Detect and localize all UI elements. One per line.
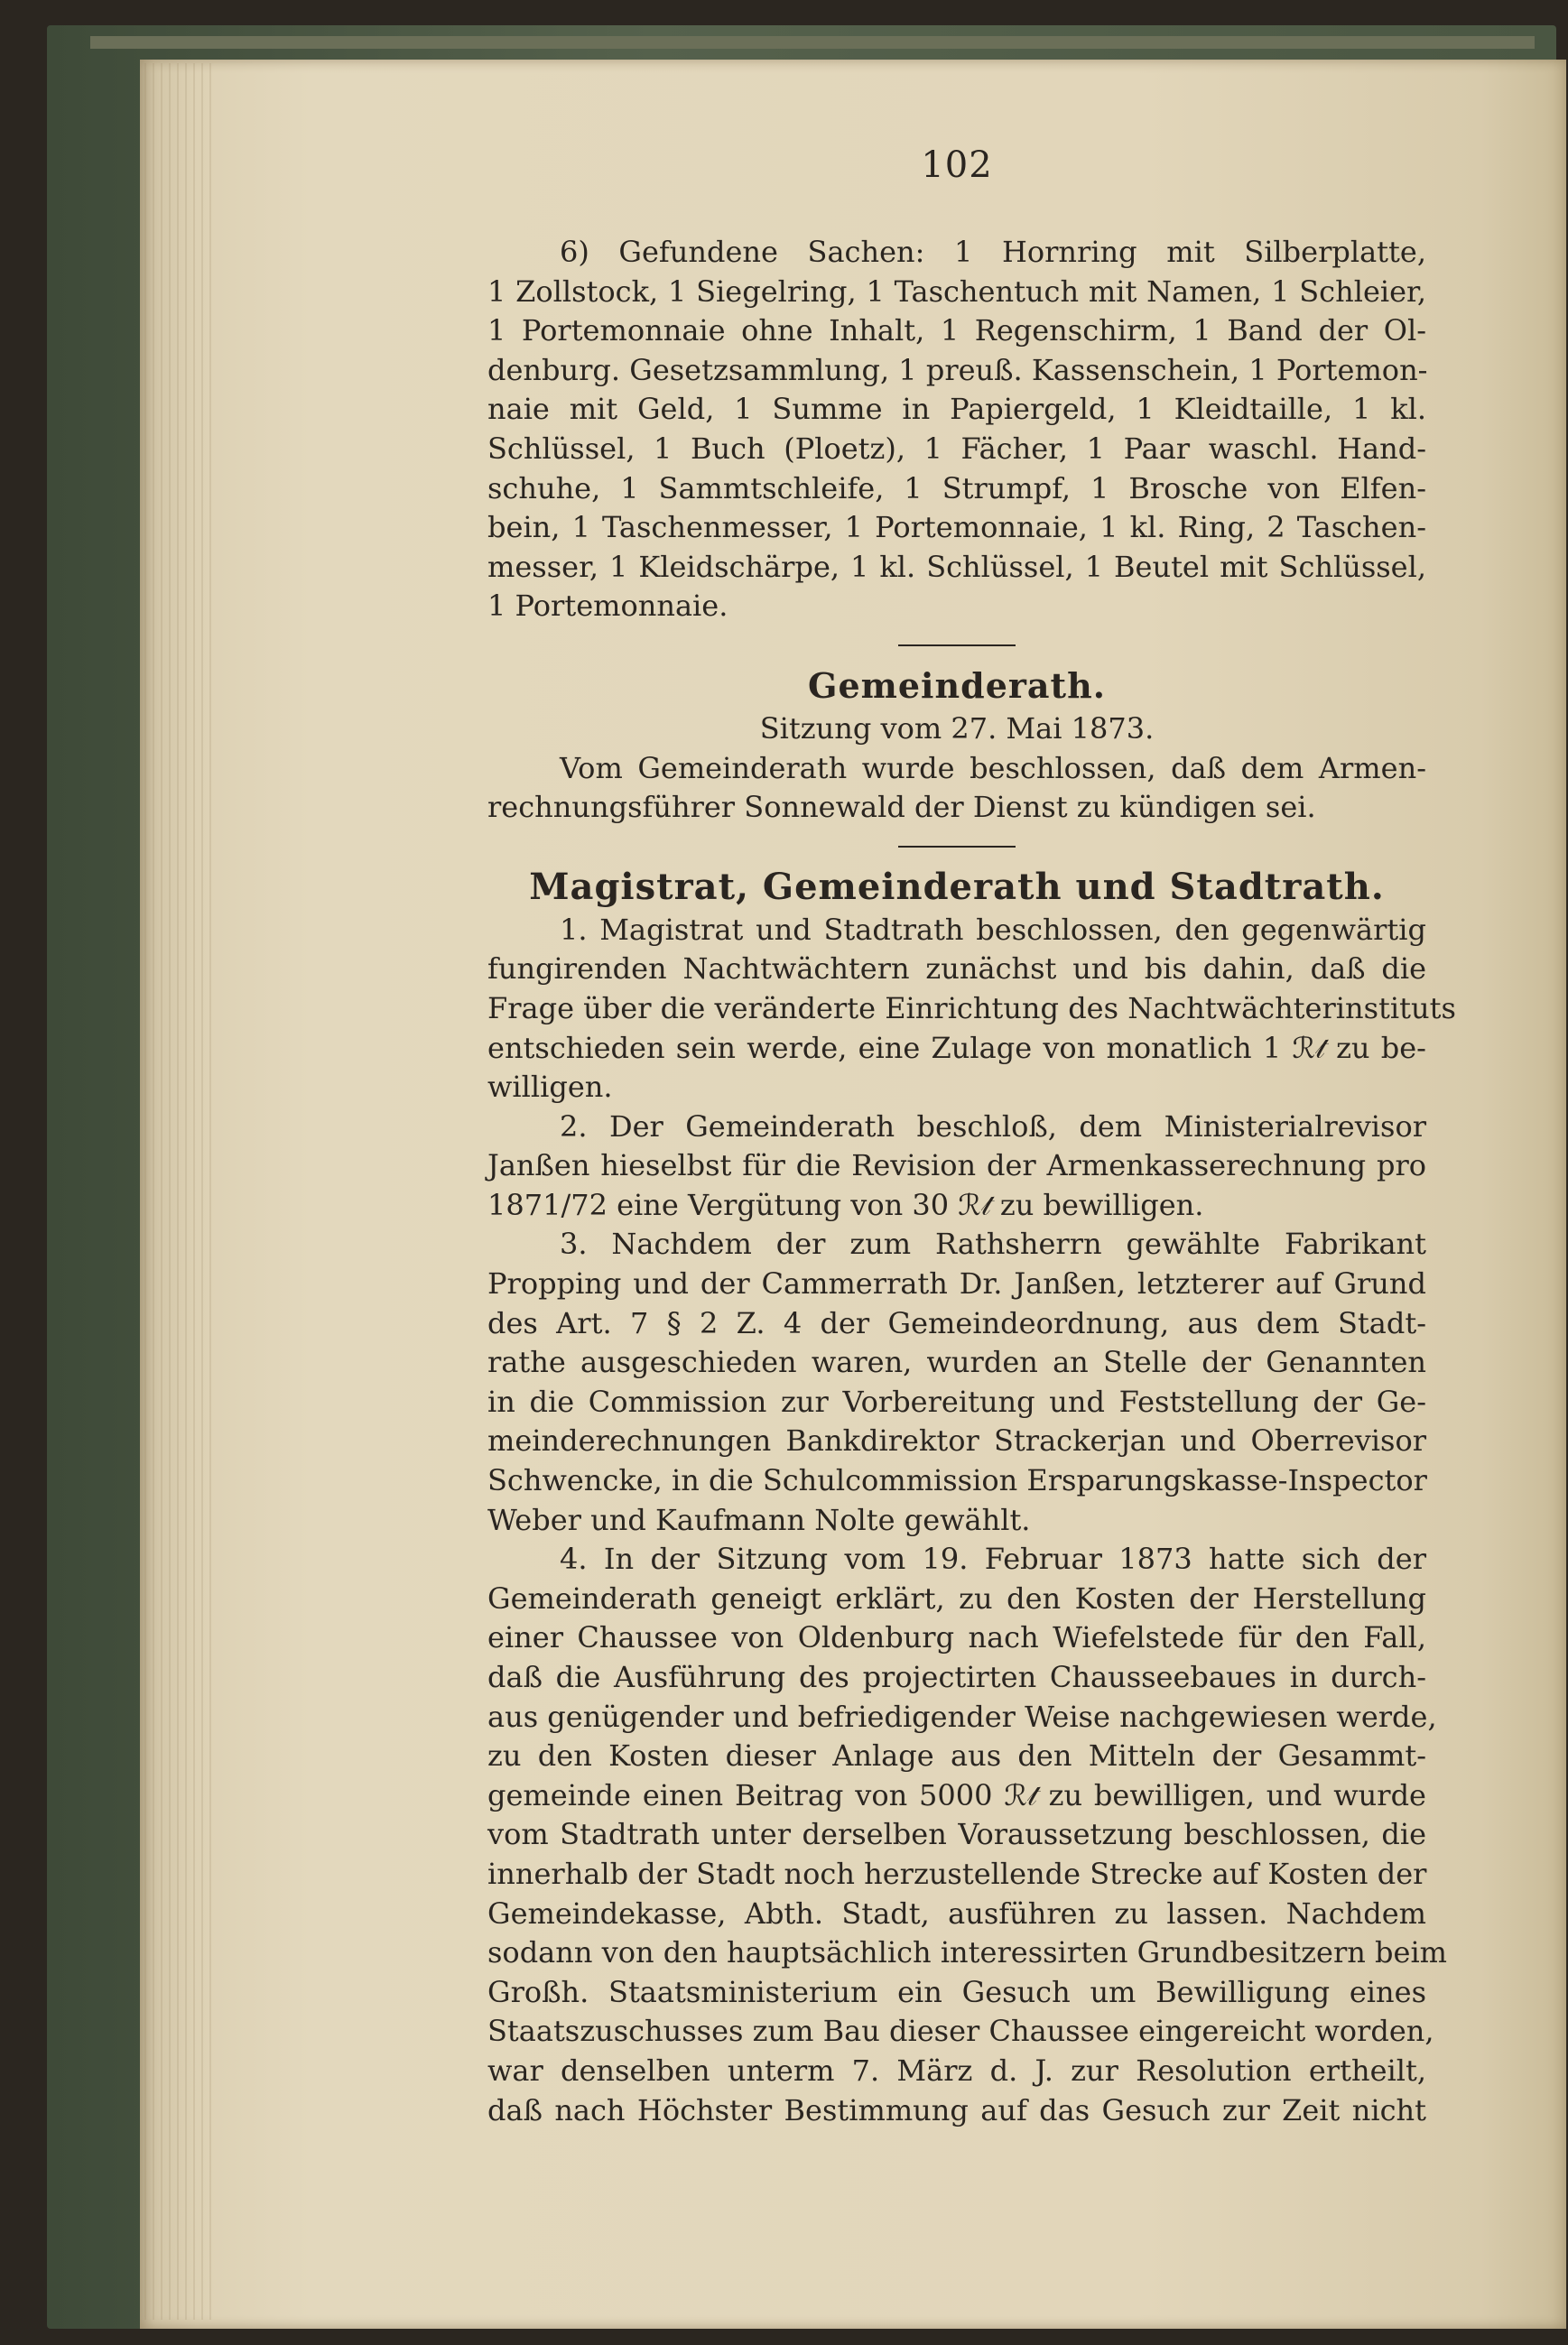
text-line: Großh. Staatsministerium ein Gesuch um Bewilligung eines (487, 1974, 1426, 2009)
text-line: Schlüssel, 1 Buch (Ploetz), 1 Fächer, 1 Paar waschl. Hand- (487, 431, 1426, 466)
text-line: Propping und der Cammerrath Dr. Janßen, letzterer auf Grund (487, 1266, 1426, 1302)
text-line: vom Stadtrath unter derselben Voraussetzung beschlossen, die (487, 1817, 1426, 1852)
text-line: rechnungsführer Sonnewald der Dienst zu kündigen sei. (487, 790, 1316, 825)
text-line: in die Commission zur Vorbereitung und Feststellung der Ge- (487, 1384, 1426, 1419)
text-line: denburg. Gesetzsammlung, 1 preuß. Kassenschein, 1 Portemon- (487, 352, 1428, 387)
cover-top-edge (90, 36, 1535, 49)
text-line: Frage über die veränderte Einrichtung des Nachtwächterinstituts (487, 990, 1456, 1025)
text-line: naie mit Geld, 1 Summe in Papiergeld, 1 Kleidtaille, 1 kl. (487, 392, 1426, 427)
section-heading-gemeinderath: Gemeinderath. (808, 664, 1106, 706)
text-line: bein, 1 Taschenmesser, 1 Portemonnaie, 1 kl. Ring, 2 Taschen- (487, 510, 1426, 545)
text-line: innerhalb der Stadt noch herzustellende Strecke auf Kosten der (487, 1856, 1427, 1891)
text-line: 4. In der Sitzung vom 19. Februar 1873 hatte sich der (560, 1542, 1426, 1577)
text-line: schuhe, 1 Sammtschleife, 1 Strumpf, 1 Brosche von Elfen- (487, 470, 1426, 505)
text-line: aus genügender und befriedigender Weise nachgewiesen werde, (487, 1699, 1437, 1734)
section-divider (898, 644, 1016, 646)
text-line: 2. Der Gemeinderath beschloß, dem Ministerialrevisor (560, 1108, 1426, 1144)
session-date: Sitzung vom 27. Mai 1873. (759, 710, 1155, 746)
page-text (487, 144, 1456, 2130)
text-line: 1 Zollstock, 1 Siegelring, 1 Taschentuch mit Namen, 1 Schleier, (487, 273, 1426, 309)
text-line: daß nach Höchster Bestimmung auf das Gesuch zur Zeit nicht (487, 2092, 1426, 2127)
text-line: des Art. 7 § 2 Z. 4 der Gemeindeordnung, aus dem Stadt- (487, 1305, 1426, 1340)
text-line: Gemeindekasse, Abth. Stadt, ausführen zu lassen. Nachdem (487, 1895, 1426, 1931)
page-stack-edges (144, 63, 217, 2320)
text-line: sodann von den hauptsächlich interessirten Grundbesitzern beim (487, 1935, 1448, 1970)
text-line: meinderechnungen Bankdirektor Strackerjan und Oberrevisor (487, 1423, 1426, 1459)
text-line: zu den Kosten dieser Anlage aus den Mitteln der Gesammt- (487, 1738, 1426, 1774)
text-line: 1 Portemonnaie. (487, 589, 728, 624)
text-line: war denselben unterm 7. März d. J. zur Resolution ertheilt, (487, 2053, 1426, 2088)
found-items-paragraph (487, 233, 1426, 626)
section-heading-magistrat: Magistrat, Gemeinderath und Stadtrath. (529, 865, 1385, 908)
text-line: fungirenden Nachtwächtern zunächst und bis dahin, daß die (487, 951, 1426, 987)
text-line: Schwencke, in die Schulcommission Ersparungskasse-Inspector (487, 1463, 1427, 1498)
text-line: Vom Gemeinderath wurde beschlossen, daß dem Armen- (560, 750, 1426, 785)
text-line: 1871/72 eine Vergütung von 30 ℛ𝓉 zu bewilligen. (487, 1187, 1204, 1222)
text-line: 6) Gefundene Sachen: 1 Hornring mit Silberplatte, (560, 235, 1426, 269)
text-line: 1 Portemonnaie ohne Inhalt, 1 Regenschirm, 1 Band der Ol- (487, 313, 1426, 348)
page-number: 102 (921, 144, 993, 186)
text-line: messer, 1 Kleidschärpe, 1 kl. Schlüssel, 1 Beutel mit Schlüssel, (487, 549, 1426, 584)
text-line: Gemeinderath geneigt erklärt, zu den Kosten der Herstellung (487, 1580, 1426, 1616)
text-line: Weber und Kaufmann Nolte gewählt. (487, 1502, 1031, 1537)
text-line: gemeinde einen Beitrag von 5000 ℛ𝓉 zu bewilligen, und wurde (487, 1777, 1426, 1812)
text-line: willigen. (487, 1070, 613, 1105)
text-line: 3. Nachdem der zum Rathsherrn gewählte Fabrikant (560, 1227, 1426, 1262)
section-divider (898, 846, 1016, 848)
text-line: entschieden sein werde, eine Zulage von monatlich 1 ℛ𝓉 zu be- (487, 1030, 1426, 1065)
text-line: einer Chaussee von Oldenburg nach Wiefelstede für den Fall, (487, 1620, 1426, 1655)
text-line: 1. Magistrat und Stadtrath beschlossen, den gegenwärtig (560, 912, 1426, 947)
magistrat-paragraphs (487, 911, 1456, 2130)
text-line: rathe ausgeschieden waren, wurden an Stelle der Genannten (487, 1345, 1426, 1380)
text-line: Staatszuschusses zum Bau dieser Chaussee eingereicht worden, (487, 2014, 1434, 2049)
text-line: Janßen hieselbst für die Revision der Armenkasserechnung pro (487, 1148, 1426, 1183)
text-line: daß die Ausführung des projectirten Chausseebaues in durch- (487, 1660, 1426, 1694)
